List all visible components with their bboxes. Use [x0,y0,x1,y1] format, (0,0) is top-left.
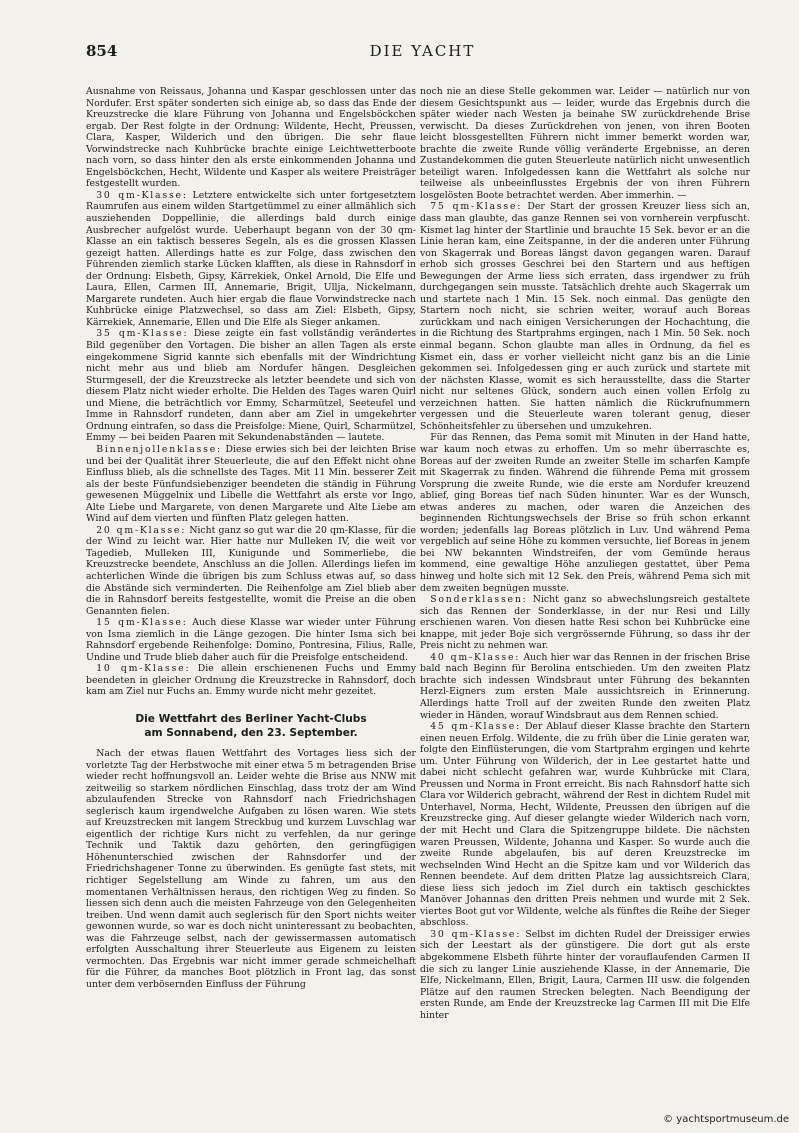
paragraph: Für das Rennen, das Pema somit mit Minuten in der Hand hatte, war kaum noch etwas zu erhoffen. Um so mehr überraschte es, Boreas auf der zweiten Runde an zweiter Stelle im scharfen Kampfe mit Skagerrak zu finden. Während die führende Pema mit grossem Vorsprung die zweite Runde, wie die erste am Nordufer kreuzend ablief, ging Boreas tief nach Süden hinunter. War es der Wunsch, etwas anderes zu machen, oder waren die Anzeichen des beginnenden Richtungswechsels der Brise so früh schon erkannt worden; jedenfalls lag Boreas plötzlich in Luv. Und während Pema vergeblich auf seine Höhe zu kommen versuchte, lief Boreas in jenem bei NW bekannten Windstreifen, der vom Gemünde heraus kommend, eine gewaltige Höhe anzuliegen gestattet, über Pema hinweg und holte sich mit 12 Sek. den Preis, während Pema sich mit dem zweiten begnügen musste. [420,432,750,594]
paragraph-text: Selbst im dichten Rudel der Dreissiger erwies sich der Leestart als der günstigere. Die dort gut als erste abgekommene Elsbeth führte hinter der vorauflaufenden Carmen II die sich zu langer Linie ausziehende Klasse, in der Annemarie, Die Elfe, Nickelmann, Ellen, Brigit, Laura, Carmen III usw. die folgenden Plätze auf den raumen Strecken belegten. Nach Beendigung der ersten Runde, am Ende der Kreuzstrecke lag Carmen III mit Die Elfe hinter [420,928,750,1021]
class-label: 30 qm-Klasse: [96,189,188,201]
class-label: Binnenjollenklasse: [96,443,222,455]
headline-line-1: Die Wettfahrt des Berliner Yacht-Clubs [135,712,367,725]
left-column [86,86,416,1106]
paragraph-text: Auch hier war das Rennen in der frischen Brise bald nach Beginn für Berolina entschieden. Um den zweiten Platz brachte sich indessen Windsbraut unter Führung des bekannten Herzl-Eigners zum ersten Male aussichtsreich in Erinnerung. Allerdings hatte Troll auf der zweiten Runde den zweiten Platz wieder in Händen, worauf Windsbraut aus dem Rennen schied. [420,651,750,721]
paragraph-text: Der Ablauf dieser Klasse brachte den Startern einen neuen Erfolg. Wildente, die zu früh über die Linie geraten war, folgte den Einflüsterungen, die vom Startprahm ergingen und kehrte um. Unter Führung von Wilderich, der in Lee gestartet hatte und dabei nicht schlecht gefahren war, wurde Kuhbrücke mit Clara, Preussen und Norma in Front erreicht. Bis nach Rahnsdorf hatte sich Clara vor Wilderich gebracht, während der Rest in dichtem Rudel mit Unterhavel, Norma, Hecht, Wildente, Preussen den übrigen auf die Kreuzstrecke ging. Auf dieser gelangte wieder Wilderich nach vorn, der mit Hecht und Clara die Spitzengruppe bildete. Die nächsten waren Preussen, Wildente, Johanna und Kasper. So wurde auch die zweite Runde abgelaufen, bis auf deren Kreuzstrecke im wechselnden Wind Hecht an die Spitze kam und vor Wilderich das Rennen beendete. Auf dem dritten Platze lag aussichtsreich Clara, diese liess sich jedoch im Ziel durch ein taktisch geschicktes Manöver Johannas den dritten Preis nehmen und wurde mit 2 Sek. viertes Boot gut vor Wildente, welche als fünftes die Reihe der Sieger abschloss. [420,721,750,929]
paragraph: Ausnahme von Reissaus, Johanna und Kaspar geschlossen unter das Nordufer. Erst später sonderten sich einige ab, so dass das Ende der Kreuzstrecke die klare Führung von Johanna und Engelsböckchen ergab. Der Rest folgte in der Ordnung: Wildente, Hecht, Preussen, Clara, Kasper, Wilderich und den übrigen. Die sehr flaue Vorwindstrecke nach Kuhbrücke brachte einige Leichtwetterboote nach vorn, so dass hinter den als erste einkommenden Johanna und Engelsböckchen, Hecht, Wildente und Kasper als weitere Preisträger festgestellt wurden. [86,86,416,190]
paragraph [86,444,416,525]
class-label: 15 qm-Klasse: [96,617,188,629]
page-header [86,42,759,64]
paragraph [86,328,416,443]
paragraph [86,663,416,698]
paragraph: noch nie an diese Stelle gekommen war. Leider — natürlich nur von diesem Gesichtspunkt aus — leider, wurde das Ergebnis durch die später wieder nach Westen ja beinahe SW zurückdrehende Brise verwischt. Da dieses Zurückdrehen von jenen, von ihren Booten leicht blossgestellten Führern nicht immer bemerkt worden war, brachte die zweite Runde völlig veränderte Ergebnisse, an deren Zustandekommen die guten Steuerleute natürlich nicht unwesentlich beteiligt waren. Infolgedessen kann die Wettfahrt als solche nur teilweise als unbeeinflusstes Ergebnis der von ihren Führern losgelösten Boote betrachtet werden. Aber immerhin. — [420,86,750,201]
class-label: Sonderklassen: [430,594,528,606]
paragraph [420,652,750,721]
paragraph-text: Der Start der grossen Kreuzer liess sich an, dass man glaubte, das ganze Rennen sei von vornherein verpfuscht. Kismet lag hinter der Startlinie und brauchte 15 Sek. bevor er an die Linie heran kam, eine Zeitspanne, in der die anderen unter Führung von Skagerrak und Boreas längst davon gegangen waren. Darauf erhob sich grosses Geschrei bei den Startern und aus heftigen Bewegungen der Arme liess sich erraten, dass irgendwer zu früh durchgegangen sein musste. Tatsächlich drehte auch Skagerrak um und startete nach 1 Min. 15 Sek. noch einmal. Das genügte den Startern noch nicht, sie schrien weiter, worauf auch Boreas zurückkam und nach einigen Versicherungen der Hochachtung, die in die Richtung des Startprahms ergingen, nach 1 Min. 50 Sek. noch einmal begann. Schon glaubte man alles in Ordnung, da fiel es Kismet ein, dass er vorher vielleicht nicht ganz bis an die Linie gekommen sei. Infolgedessen ging er auch zurück und startete mit der nächsten Klasse, womit es sich herausstellte, dass die Starter nicht nur seltenes Glück, sondern auch einen vollen Erfolg zu verzeichnen hatten. Sie hatten nämlich die Rückrufnummern vergessen und die Steuerleute waren tolerant genug, dieser Schönheitsfehler zu übersehen und umzukehren. [420,201,750,432]
paragraph [86,525,416,617]
paragraph [420,721,750,929]
class-label: 45 qm-Klasse: [430,721,521,733]
class-label: 75 qm-Klasse: [430,201,523,213]
paragraph-text: Nicht ganz so gut war die 20 qm-Klasse, für die der Wind zu leicht war. Hier hatte nur Mulleken IV, die weit vor Tagedieb, Mulleken III, Kunigunde und Sommerliebe, die Kreuzstrecke beendete, Anschluss an die Jollen. Allerdings liefen im achterlichen Winde die übrigen bis zum Schluss etwas auf, so dass die Abstände sich verminderten. Die Reihenfolge am Ziel blieb aber die in Rahnsdorf bereits festgestellte, womit die Preise an die oben Genannten fielen. [86,524,416,617]
paragraph-text: Auch diese Klasse war wieder unter Führung von Isma ziemlich in die Länge gezogen. Die hinter Isma sich bei Rahnsdorf ergebende Reihenfolge: Domino, Pontresina, Filius, Ralle, Undine und Trude blieb daher auch für die Preisfolge entscheidend. [86,617,416,663]
class-label: 35 qm-Klasse: [96,328,189,340]
class-label: 30 qm-Klasse: [430,928,522,940]
paragraph [420,594,750,652]
paragraph-text: Diese zeigte ein fast vollständig verändertes Bild gegenüber den Vortagen. Die bisher an allen Tagen als erste eingekommene Sigrid kannte sich ebenfalls mit der Windrichtung nicht mehr aus und blieb am Nordufer hängen. Desgleichen Sturmgesell, der die Kreuzstrecke als letzter beendete und sich von diesem Platz nicht wieder erholte. Die Helden des Tages waren Quirl und Miene, die beträchtlich vor Emmy, Scharmützel, Seeteufel und Imme in Rahnsdorf rundeten, dann aber am Ziel in umgekehrter Ordnung eintrafen, so dass die Preisfolge: Miene, Quirl, Scharmützel, Emmy — bei beiden Paaren mit Sekundenabständen — lautete. [86,328,416,444]
paragraph [86,190,416,329]
class-label: 10 qm-Klasse: [96,663,191,675]
paragraph: Nach der etwas flauen Wettfahrt des Vortages liess sich der vorletzte Tag der Herbstwoche mit einer etwa 5 m betragenden Brise wieder recht hoffnungsvoll an. Leider wehte die Brise aus NNW mit zeitweilig so starkem nördlichen Einschlag, dass trotz der am Wind abzulaufenden Strecke von Rahnsdorf nach Friedrichshagen seglerisch kaum irgendwelche Aufgaben zu lösen waren. Wie stets auf Kreuzstrecken mit langem Streckbug und kurzem Luvschlag war eigentlich der richtige Kurs nicht zu verfehlen, da nur geringe Technik und Taktik dazu gehörten, den geringfügigen Höhenunterschied zwischen der Rahnsdorfer und der Friedrichshagener Tonne zu überwinden. Es genügte fast stets, mit richtiger Segelstellung am Winde zu fahren, um aus den momentanen Verhältnissen heraus, den richtigen Weg zu finden. So liessen sich denn auch die meisten Fahrzeuge von den Gelegenheiten treiben. Und wenn damit auch seglerisch für den Sport nichts weiter gewonnen wurde, so war es doch nicht uninteressant zu beobachten, was die Fahrzeuge selbst, nach der gewissermassen automatisch erfolgten Ausschaltung ihrer Steuerleute aus Eigenem zu leisten vermochten. Das Ergebnis war nicht immer gerade schmeichelhaft für die Führer, da manches Boot plötzlich in Front lag, das sonst unter dem verbösernden Einfluss der Führung [86,747,416,990]
paragraph [420,201,750,432]
headline-line-2: am Sonnabend, den 23. September. [144,726,358,739]
copyright-footer: © yachtsportmuseum.de [663,1114,789,1125]
article-headline [86,712,416,740]
page-number: 854 [86,42,118,60]
paragraph-text: Diese erwies sich bei der leichten Brise und bei der Qualität ihrer Steuerleute, die auf den Effekt nicht ohne Einfluss blieb, als die schnellste des Tages. Mit 11 Min. besserer Zeit als der beste Fünfundsiebenziger beendeten die ständig in Führung gewesenen Müggelnix und Libelle die Wettfahrt als erste vor Ingo, Alte Liebe und Margarete, von denen Margarete und Alte Liebe am Wind auf dem vierten und fünften Platz gelegen hatten. [86,443,416,525]
paragraph-text: Nicht ganz so abwechslungsreich gestaltete sich das Rennen der Sonderklasse, in der nur Resi und Lilly erschienen waren. Von diesen hatte Resi schon bei Kuhbrücke eine knappe, mit jeder Boje sich vergrössernde Führung, so dass ihr der Preis nicht zu nehmen war. [420,594,750,652]
paragraph-text: Die allein erschienenen Fuchs und Emmy beendeten in gleicher Ordnung die Kreuzstrecke in Rahnsdorf, doch kam am Ziel nur Fuchs an. Emmy wurde nicht mehr gezeitet. [86,663,416,698]
paragraph [86,617,416,663]
paragraph-text: Letztere entwickelte sich unter fortgesetztem Raumrufen aus einem wilden Startgetümmel zu einer allmählich sich ausziehenden Doppellinie, die allerdings bald durch einige Ausbrecher aufgelöst wurde. Ueberhaupt begann von der 30 qm-Klasse an ein taktisch besseres Segeln, als es die grossen Klassen gezeigt hatten. Allerdings hatte es zur Folge, dass zwischen den Führenden ziemlich starke Lücken klafften, als diese in Rahnsdorf in der Ordnung: Elsbeth, Gipsy, Kärrekiek, Onkel Arnold, Die Elfe und Laura, Ellen, Carmen III, Annemarie, Brigit, Ullja, Nickelmann, Margarete rundeten. Auch hier ergab die flaue Vorwindstrecke nach Kuhbrücke einige Platzwechsel, so dass am Ziel: Elsbeth, Gipsy, Kärrekiek, Annemarie, Ellen und Die Elfe als Sieger ankamen. [86,189,416,328]
class-label: 20 qm-Klasse: [96,524,187,536]
paragraph [420,929,750,1021]
right-column [420,86,750,1106]
running-title: DIE YACHT [369,42,476,60]
class-label: 40 qm-Klasse: [430,651,521,663]
